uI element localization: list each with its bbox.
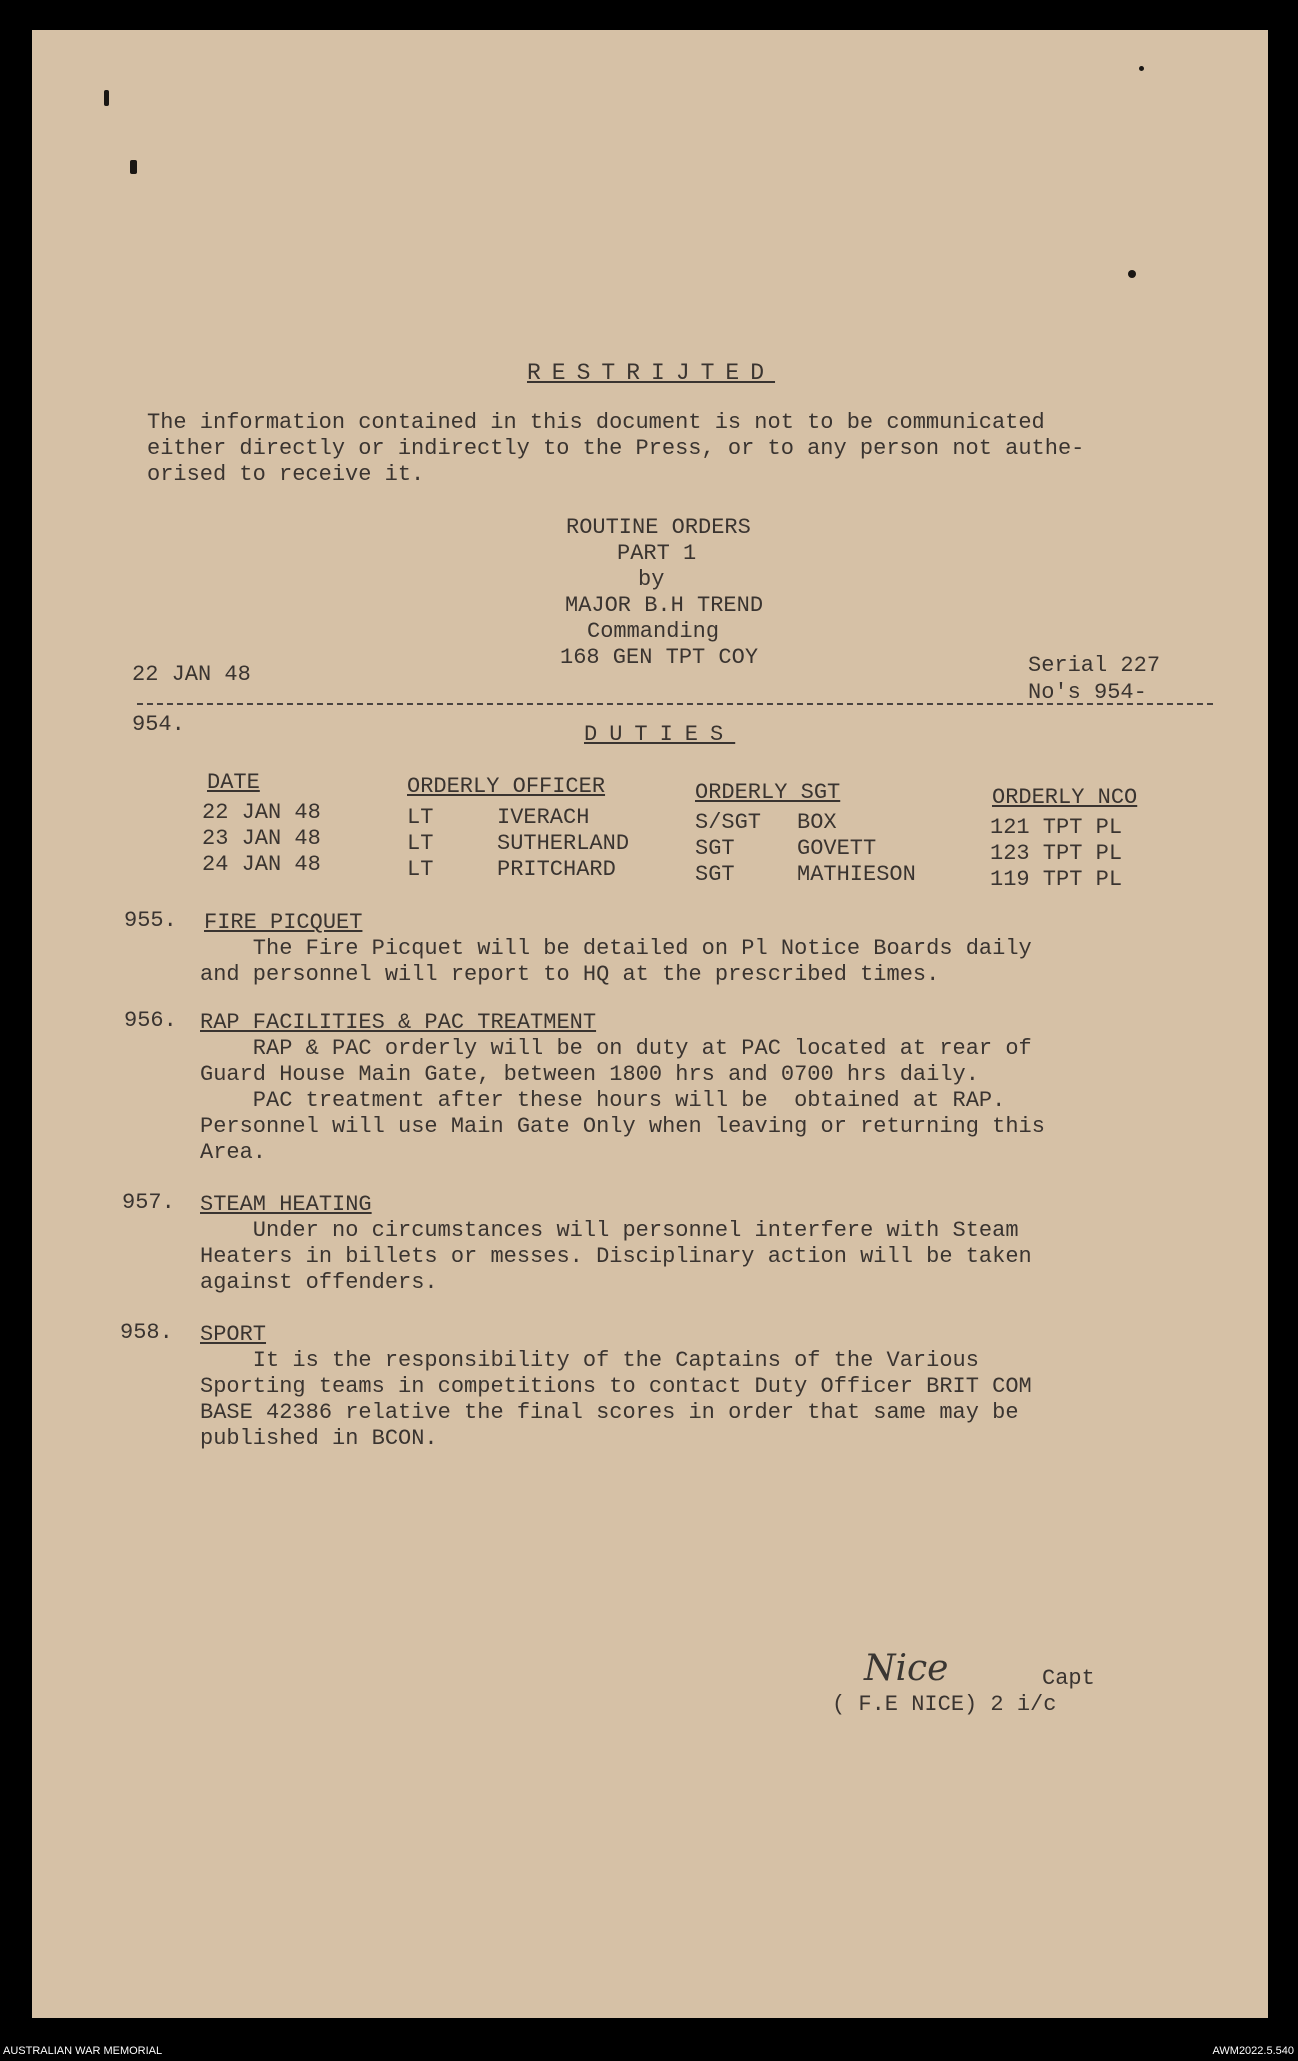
section-number-957: 957. [122, 1190, 175, 1215]
commander-name: MAJOR B.H TREND [565, 593, 764, 618]
officer-rank: LT [407, 857, 434, 882]
ink-speck [1128, 270, 1136, 278]
section-number-955: 955. [124, 908, 177, 933]
order-date: 22 JAN 48 [132, 662, 251, 687]
sport-heading: SPORT [200, 1322, 267, 1347]
sport-line-3: BASE 42386 relative the final scores in order that same may be [200, 1400, 1019, 1425]
steam-line-3: against offenders. [200, 1270, 438, 1295]
nco-unit: 123 TPT PL [990, 841, 1123, 866]
sgt-name: BOX [797, 810, 837, 835]
signature-scrawl: Nice [864, 1648, 949, 1689]
steam-heating-heading: STEAM HEATING [200, 1192, 372, 1217]
order-numbers: No's 954- [1028, 680, 1147, 705]
date-column-header: DATE [207, 770, 260, 795]
ink-speck [1139, 66, 1144, 71]
unit-name: 168 GEN TPT COY [560, 645, 759, 670]
document-page [32, 30, 1268, 2018]
officer-rank: LT [407, 805, 434, 830]
nco-column-header: ORDERLY NCO [992, 785, 1138, 810]
sgt-name: MATHIESON [797, 862, 916, 887]
footer-archive-label: AUSTRALIAN WAR MEMORIAL [3, 2045, 163, 2057]
duties-heading: DUTIES [584, 722, 736, 747]
fire-picquet-heading: FIRE PICQUET [204, 910, 363, 935]
officer-name: IVERACH [497, 805, 590, 830]
restricted-heading: RESTRIJTED [527, 360, 776, 386]
nco-unit: 121 TPT PL [990, 815, 1123, 840]
duty-date: 22 JAN 48 [202, 800, 321, 825]
rap-line-3: PAC treatment after these hours will be obtained at RAP. [200, 1088, 1006, 1113]
by-label: by [638, 567, 665, 592]
rap-line-2: Guard House Main Gate, between 1800 hrs and 0700 hrs daily. [200, 1062, 979, 1087]
fire-picquet-line-1: The Fire Picquet will be detailed on Pl Notice Boards daily [200, 936, 1032, 961]
section-number-956: 956. [124, 1008, 177, 1033]
sport-line-2: Sporting teams in competitions to contact Duty Officer BRIT COM [200, 1374, 1032, 1399]
duty-date: 23 JAN 48 [202, 826, 321, 851]
divider-line [137, 703, 1213, 705]
fire-picquet-line-2: and personnel will report to HQ at the prescribed times. [200, 962, 940, 987]
ink-speck [104, 90, 109, 106]
notice-line-3: orised to receive it. [147, 462, 425, 487]
rap-line-5: Area. [200, 1140, 267, 1165]
notice-line-1: The information contained in this document is not to be communicated [147, 410, 1045, 435]
part-label: PART 1 [617, 541, 697, 566]
officer-rank: LT [407, 831, 434, 856]
rap-line-1: RAP & PAC orderly will be on duty at PAC located at rear of [200, 1036, 1032, 1061]
sgt-column-header: ORDERLY SGT [695, 780, 841, 805]
rap-line-4: Personnel will use Main Gate Only when leaving or returning this [200, 1114, 1045, 1139]
sport-line-4: published in BCON. [200, 1426, 438, 1451]
serial-number: Serial 227 [1028, 653, 1161, 678]
commanding-label: Commanding [587, 619, 720, 644]
officer-column-header: ORDERLY OFFICER [407, 774, 606, 799]
sgt-rank: SGT [695, 862, 735, 887]
signature-rank: Capt [1042, 1666, 1095, 1691]
duty-date: 24 JAN 48 [202, 852, 321, 877]
rap-facilities-heading: RAP FACILITIES & PAC TREATMENT [200, 1010, 597, 1035]
footer-reference: AWM2022.5.540 [1212, 2045, 1294, 2057]
sgt-rank: SGT [695, 836, 735, 861]
section-number-958: 958. [120, 1320, 173, 1345]
sport-line-1: It is the responsibility of the Captains of the Various [200, 1348, 979, 1373]
notice-line-2: either directly or indirectly to the Press, or to any person not authe- [147, 436, 1085, 461]
officer-name: SUTHERLAND [497, 831, 630, 856]
officer-name: PRITCHARD [497, 857, 616, 882]
routine-orders-title: ROUTINE ORDERS [566, 515, 751, 540]
nco-unit: 119 TPT PL [990, 867, 1123, 892]
steam-line-1: Under no circumstances will personnel interfere with Steam [200, 1218, 1019, 1243]
sgt-name: GOVETT [797, 836, 877, 861]
ink-speck [130, 160, 137, 174]
steam-line-2: Heaters in billets or messes. Disciplinary action will be taken [200, 1244, 1032, 1269]
sgt-rank: S/SGT [695, 810, 762, 835]
signature-name: ( F.E NICE) 2 i/c [832, 1692, 1057, 1717]
section-number-954: 954. [132, 712, 185, 737]
